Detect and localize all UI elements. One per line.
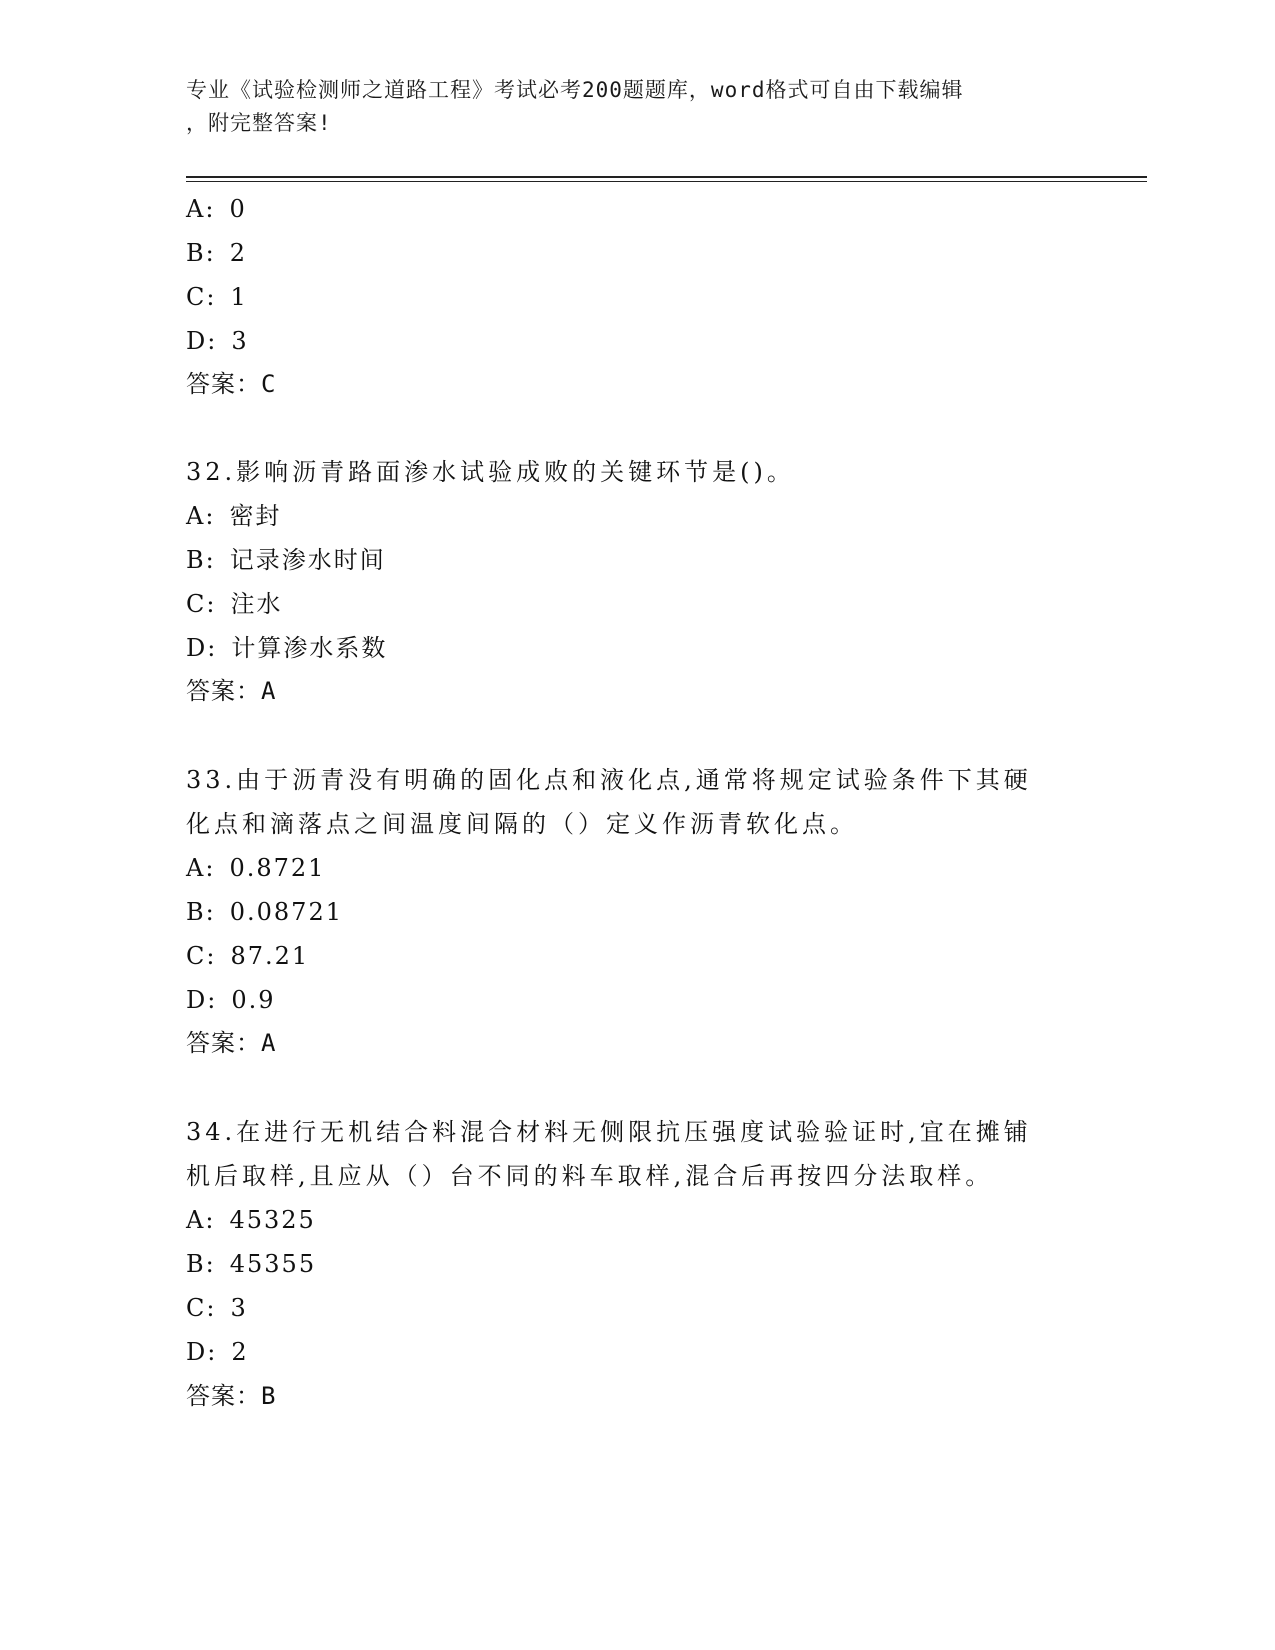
q31-option-c: C: 1 [186, 283, 248, 311]
header-divider-thick [186, 176, 1147, 178]
header-title-line: 专业《试验检测师之道路工程》考试必考200题题库，word格式可自由下载编辑 [186, 78, 964, 102]
q32-answer: 答案：A [186, 677, 277, 705]
q33-option-b: B: 0.08721 [186, 898, 343, 926]
q32-question-text: 32.影响沥青路面渗水试验成败的关键环节是()。 [186, 458, 795, 486]
q31-option-d: D: 3 [186, 327, 249, 355]
q31-option-a: A: 0 [186, 195, 247, 223]
q34-option-b: B: 45355 [186, 1250, 317, 1278]
q33-question-text: 33.由于沥青没有明确的固化点和液化点,通常将规定试验条件下其硬 [186, 766, 1032, 794]
q34-option-a: A: 45325 [186, 1206, 316, 1234]
header-divider-thin [186, 181, 1147, 182]
document-header [186, 74, 1066, 140]
q32-option-d: D: 计算渗水系数 [186, 634, 388, 662]
q33-option-d: D: 0.9 [186, 986, 276, 1014]
header-title-line-continued: ，附完整答案! [186, 111, 332, 135]
q34-option-d: D: 2 [186, 1338, 249, 1366]
q34-question-text: 34.在进行无机结合料混合材料无侧限抗压强度试验验证时,宜在摊铺 [186, 1118, 1032, 1146]
q34-option-c: C: 3 [186, 1294, 248, 1322]
q33-answer: 答案：A [186, 1029, 277, 1057]
q32-option-c: C: 注水 [186, 590, 283, 618]
q33-question-text-continued: 化点和滴落点之间温度间隔的（）定义作沥青软化点。 [186, 810, 858, 838]
q34-question-text-continued: 机后取样,且应从（）台不同的料车取样,混合后再按四分法取样。 [186, 1162, 994, 1190]
q32-option-a: A: 密封 [186, 502, 282, 530]
q31-answer: 答案：C [186, 370, 277, 398]
q31-option-b: B: 2 [186, 239, 248, 267]
q34-answer: 答案：B [186, 1382, 277, 1410]
q32-option-b: B: 记录渗水时间 [186, 546, 386, 574]
q33-option-c: C: 87.21 [186, 942, 310, 970]
q33-option-a: A: 0.8721 [186, 854, 326, 882]
